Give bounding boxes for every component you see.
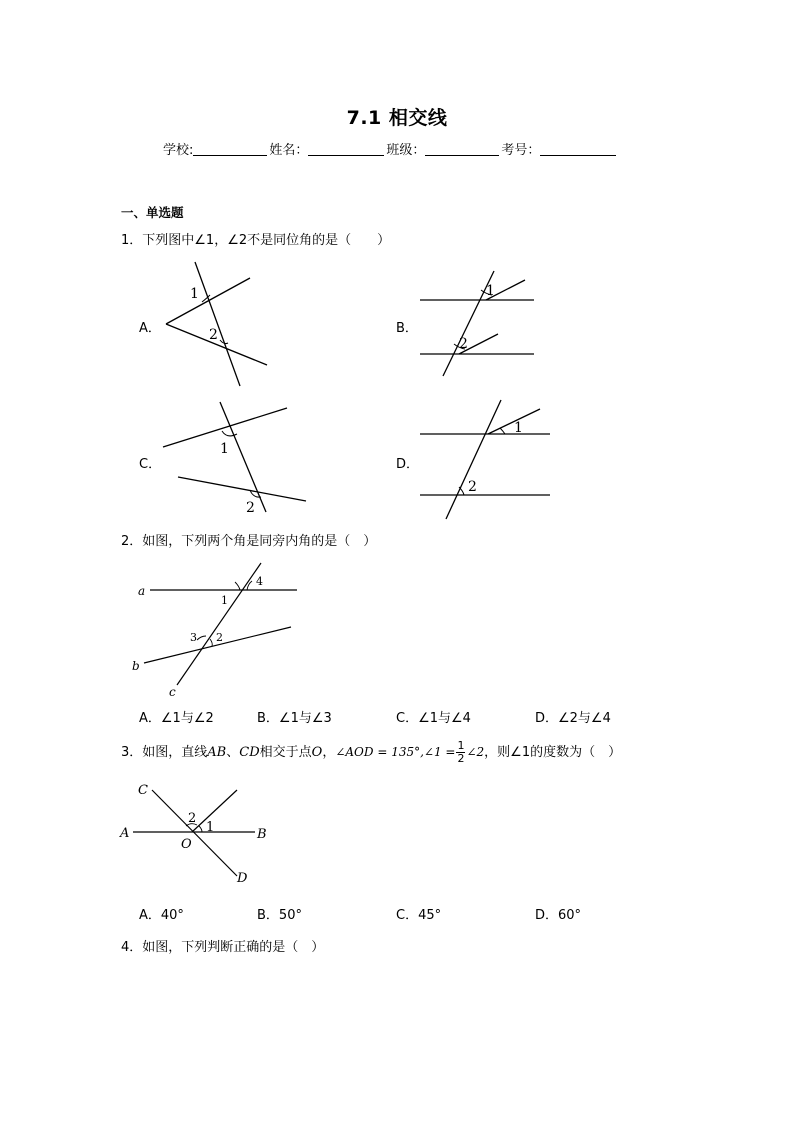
q2-option-a[interactable]: A．∠1与∠2: [139, 711, 214, 726]
q3-line-cd: CD: [239, 745, 260, 760]
q3-point-c-label: C: [138, 783, 148, 798]
q1-option-c-label: C．: [139, 457, 162, 472]
q1a-angle1-label: 1: [190, 286, 199, 302]
q1-figure-a: [160, 258, 275, 390]
q3-stem-end: ，则∠1的度数为（ ）: [484, 745, 622, 760]
q3-point-b-label: B: [257, 827, 267, 842]
section-heading: 一、单选题: [121, 205, 184, 220]
name-blank[interactable]: [308, 143, 384, 156]
q3-angle2: ∠2: [466, 745, 485, 759]
number-label: 考号：: [501, 143, 541, 158]
q1d-angle1-label: 1: [514, 420, 523, 436]
q2-option-d[interactable]: D．∠2与∠4: [535, 711, 611, 726]
question-1-stem: 1．下列图中∠1，∠2不是同位角的是（ ）: [121, 233, 391, 248]
q2-angle2-label: 2: [216, 631, 223, 644]
question-2-stem: 2．如图，下列两个角是同旁内角的是（ ）: [121, 534, 377, 549]
question-4-stem: 4．如图，下列判断正确的是（ ）: [121, 940, 325, 955]
q1-option-d-label: D．: [396, 457, 420, 472]
q1-figure-c: [160, 398, 310, 516]
class-label: 班级：: [386, 143, 426, 158]
q2-angle1-label: 1: [221, 594, 228, 607]
question-3-stem: [121, 737, 621, 767]
q3-angle2-label: 2: [188, 811, 197, 826]
q2-angle4-label: 4: [256, 575, 263, 588]
q3-fraction: [456, 740, 465, 765]
q2-figure: [130, 558, 302, 700]
q1-figure-b: [418, 268, 538, 380]
q2-option-c[interactable]: C．∠1与∠4: [396, 711, 471, 726]
q3-point-a-label: A: [120, 826, 130, 841]
q3-point-o-label: O: [181, 837, 192, 852]
q1c-angle2-label: 2: [246, 500, 255, 516]
q2-angle3-label: 3: [190, 631, 197, 644]
q3-option-d[interactable]: D．60°: [535, 908, 582, 923]
q1-option-b-label: B．: [396, 321, 418, 336]
page-title: 7.1 相交线: [346, 107, 448, 129]
q3-option-c[interactable]: C．45°: [396, 908, 442, 923]
q3-option-b[interactable]: B．50°: [257, 908, 302, 923]
q3-stem-mid: 相交于点: [259, 745, 312, 760]
q1-option-a-label: A．: [139, 321, 161, 336]
name-label: 姓名：: [269, 143, 309, 158]
q1b-angle2-label: 2: [459, 336, 468, 352]
q3-comma: ，: [322, 745, 336, 760]
q3-fraction-denominator: 2: [457, 752, 465, 765]
q3-line-ab: AB: [207, 745, 227, 760]
q3-angle1-label: 1: [206, 820, 215, 835]
q3-point-o: O: [311, 745, 323, 760]
class-blank[interactable]: [425, 143, 499, 156]
q3-option-a[interactable]: A．40°: [139, 908, 184, 923]
q3-angle-expression: ∠AOD = 135°,∠1 =: [335, 745, 456, 759]
q3-fraction-numerator: 1: [457, 739, 465, 752]
number-blank[interactable]: [540, 143, 616, 156]
q1-figure-d: [418, 397, 553, 522]
school-blank[interactable]: [193, 143, 267, 156]
q1c-angle1-label: 1: [220, 441, 229, 457]
q1d-angle2-label: 2: [468, 479, 477, 495]
q2-line-a-label: a: [138, 584, 146, 598]
q3-stem-text: 3．如图，直线: [121, 745, 208, 760]
q1a-angle2-label: 2: [209, 327, 218, 343]
q3-separator: 、: [226, 745, 240, 760]
q2-line-c-label: c: [169, 685, 176, 699]
q3-point-d-label: D: [237, 871, 248, 886]
q3-figure: [115, 778, 275, 888]
q2-option-b[interactable]: B．∠1与∠3: [257, 711, 332, 726]
q1b-angle1-label: 1: [486, 283, 495, 299]
student-info-line: [163, 139, 618, 158]
school-label: 学校:: [163, 143, 194, 158]
q2-line-b-label: b: [132, 659, 140, 673]
